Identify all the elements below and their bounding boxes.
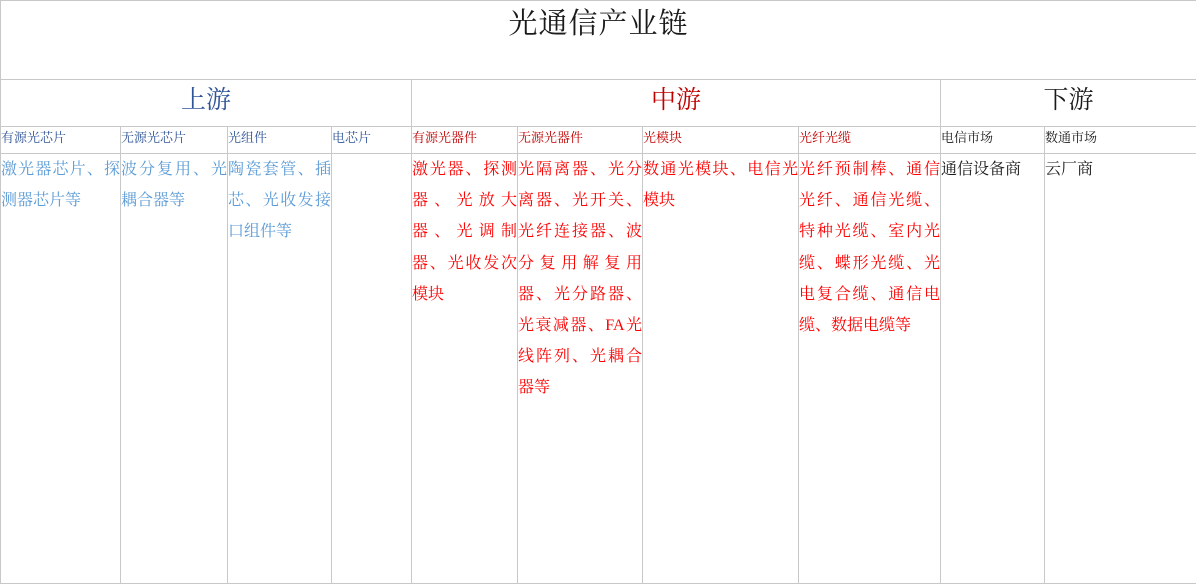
cell-passive-optical-device: 光隔离器、光分离器、光开关、光纤连接器、波分复用解复用器、光分路器、光衰减器、FA光线阵列、光耦合器等 — [518, 154, 643, 584]
cell-optical-fiber-cable: 光纤预制棒、通信光纤、通信光缆、特种光缆、室内光缆、蝶形光缆、光电复合缆、通信电缆、数据电缆等 — [799, 154, 941, 584]
column-header-active-optical-device: 有源光器件 — [412, 127, 518, 154]
cell-electronic-chip — [332, 154, 412, 584]
cell-datacom-market: 云厂商 — [1045, 154, 1196, 584]
cell-active-optical-chip: 激光器芯片、探测器芯片等 — [1, 154, 121, 584]
segment-midstream: 中游 — [412, 80, 941, 127]
cell-passive-optical-chip: 波分复用、光耦合器等 — [121, 154, 228, 584]
cell-active-optical-device: 激光器、探测器、光放大器、光调制器、光收发次模块 — [412, 154, 518, 584]
column-header-optical-fiber-cable: 光纤光缆 — [799, 127, 941, 154]
title-row — [1, 1, 1196, 80]
segment-upstream: 上游 — [1, 80, 412, 127]
cell-optical-module: 数通光模块、电信光模块 — [643, 154, 799, 584]
column-header-datacom-market: 数通市场 — [1045, 127, 1196, 154]
segment-downstream: 下游 — [941, 80, 1196, 127]
column-header-electronic-chip: 电芯片 — [332, 127, 412, 154]
segment-row — [1, 80, 1196, 127]
header-row — [1, 127, 1196, 154]
cell-telecom-market: 通信设备商 — [941, 154, 1045, 584]
page-title: 光通信产业链 — [1, 1, 1196, 80]
content-row — [1, 154, 1196, 584]
column-header-passive-optical-device: 无源光器件 — [518, 127, 643, 154]
column-header-passive-optical-chip: 无源光芯片 — [121, 127, 228, 154]
column-header-optical-component: 光组件 — [228, 127, 332, 154]
column-header-active-optical-chip: 有源光芯片 — [1, 127, 121, 154]
column-header-optical-module: 光模块 — [643, 127, 799, 154]
cell-optical-component: 陶瓷套管、插芯、光收发接口组件等 — [228, 154, 332, 584]
column-header-telecom-market: 电信市场 — [941, 127, 1045, 154]
